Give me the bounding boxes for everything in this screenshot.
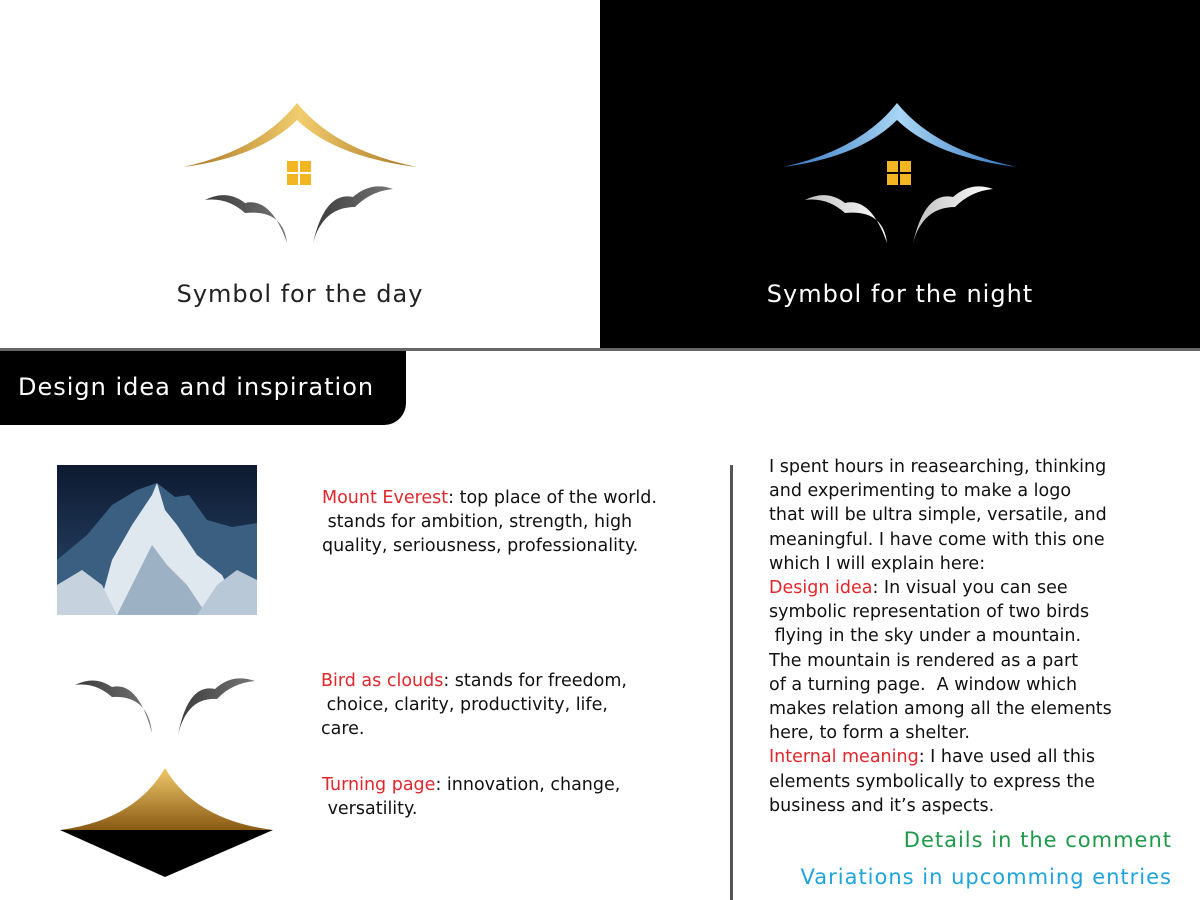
everest-line1: : top place of the world. (448, 488, 657, 508)
birds-label: Bird as clouds (321, 671, 444, 691)
design-idea-line: symbolic representation of two birds (769, 602, 1090, 623)
everest-label: Mount Everest (322, 488, 449, 508)
day-panel (0, 0, 600, 348)
page-gold-roof (60, 768, 273, 830)
bird-left-icon (75, 680, 152, 733)
birds-line1: : stands for freedom, (443, 671, 627, 691)
section-title: Design idea and inspiration (18, 373, 375, 401)
internal-meaning-line1: : I have used all this (918, 747, 1095, 768)
design-idea-line: flying in the sky under a mountain. (769, 626, 1082, 647)
design-idea-line: of a turning page. A window which (769, 674, 1078, 695)
page-line2: versatility. (322, 799, 418, 819)
page-black-base (60, 830, 273, 877)
day-window-icon (287, 161, 311, 185)
birds-illustration (60, 665, 260, 740)
design-story (769, 455, 1179, 818)
night-bird-right-icon (913, 186, 993, 243)
story-intro-line: I spent hours in reasearching, thinking (769, 457, 1107, 477)
page-line1: : innovation, change, (435, 775, 621, 795)
night-caption: Symbol for the night (766, 280, 1034, 308)
day-logo (175, 95, 425, 255)
story-intro-line: meaningful. I have come with this one (769, 529, 1105, 550)
turning-page-illustration (55, 765, 277, 880)
story-intro-line: that will be ultra simple, versatile, and (769, 505, 1107, 526)
night-panel (600, 0, 1200, 348)
day-caption: Symbol for the day (176, 280, 424, 308)
section-header (0, 351, 406, 425)
night-window-icon (887, 161, 911, 185)
day-roof (183, 103, 417, 167)
day-bird-right-icon (313, 186, 393, 243)
everest-line3: quality, seriousness, professionality. (322, 536, 639, 556)
details-note: Details in the comment (903, 828, 1172, 852)
night-roof (783, 103, 1017, 167)
internal-meaning-line: elements symbolically to express the (769, 771, 1096, 792)
internal-meaning-label: Internal meaning (769, 747, 919, 768)
variations-note: Variations in upcomming entries (800, 865, 1172, 889)
internal-meaning-line: business and it’s aspects. (769, 795, 995, 816)
page-label: Turning page (322, 775, 436, 795)
design-idea-line: here, to form a shelter. (769, 723, 970, 744)
night-logo (775, 95, 1025, 255)
page-description (322, 773, 722, 821)
design-idea-label: Design idea (769, 578, 873, 599)
birds-description (321, 669, 721, 741)
design-idea-line1: : In visual you can see (872, 578, 1068, 599)
story-intro-line: which I will explain here: (769, 553, 986, 574)
design-idea-line: makes relation among all the elements (769, 699, 1112, 720)
night-bird-left-icon (805, 195, 887, 243)
design-idea-line: The mountain is rendered as a part (769, 650, 1079, 671)
birds-line2: choice, clarity, productivity, life, (321, 695, 608, 715)
day-bird-left-icon (205, 195, 287, 243)
story-intro-line: and experimenting to make a logo (769, 481, 1072, 502)
vertical-divider (730, 465, 733, 900)
everest-photo (57, 465, 257, 615)
birds-line3: care. (321, 719, 365, 739)
bird-right-icon (178, 678, 255, 735)
everest-description (322, 486, 722, 558)
everest-line2: stands for ambition, strength, high (322, 512, 633, 532)
